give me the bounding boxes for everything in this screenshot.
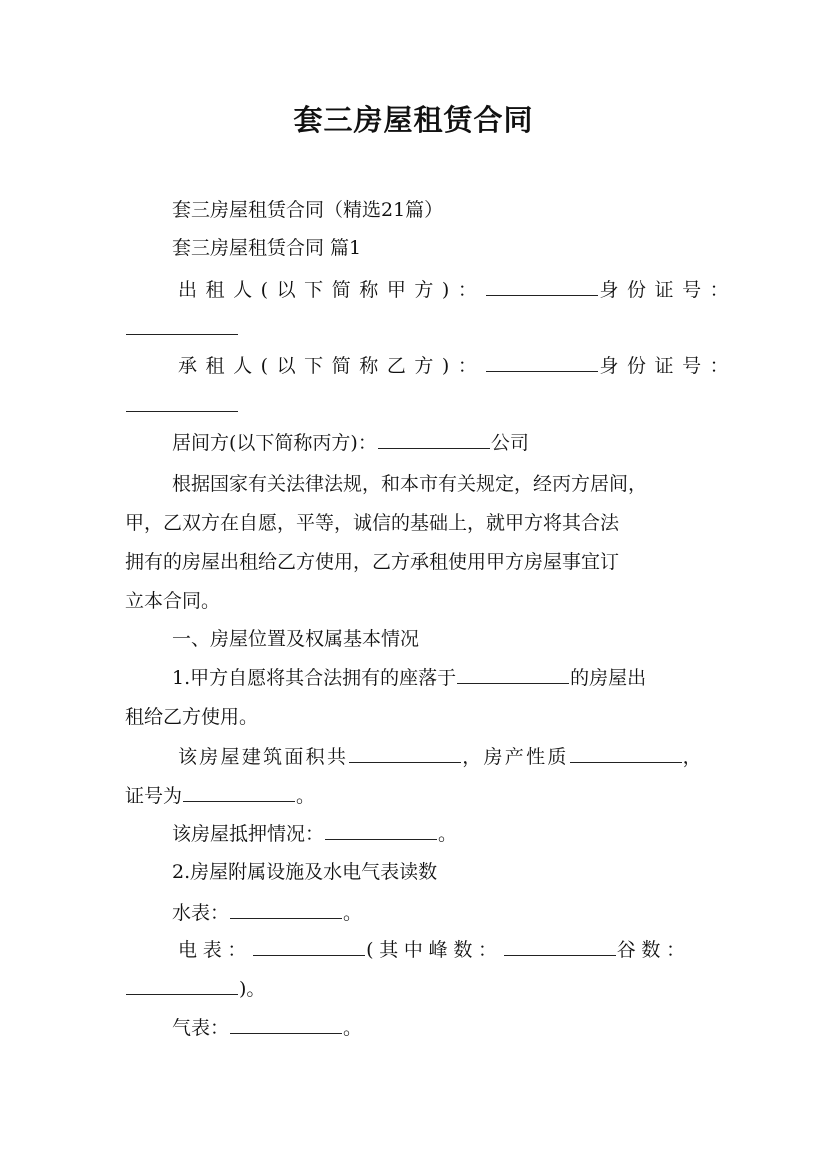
area-blank [349,761,461,763]
peak-label: (其中峰数： [366,939,503,961]
item-text: 2.房屋附属设施及水电气表读数 [172,861,438,883]
gas-meter-label: 气表： [172,1017,230,1039]
item-line [125,708,258,727]
item-text: 的房屋出 [570,667,647,689]
valley-line [125,980,265,999]
subtitle-line [172,201,443,220]
water-meter-label: 水表： [172,902,230,924]
section-heading-text: 套三房屋租赁合同 篇1 [172,237,362,259]
lessor-id-label: 身份证号： [599,279,738,301]
punctuation: 。 [296,785,316,807]
item-line [172,669,646,688]
broker-blank [378,447,490,449]
peak-blank [504,954,616,956]
lessee-line [178,357,737,376]
punctuation: 。 [438,823,458,845]
paragraph-line [125,553,619,572]
broker-line [172,434,529,453]
item-text: 1.甲方自愿将其合法拥有的座落于 [172,667,457,689]
certificate-label: 证号为 [125,785,183,807]
paragraph-line [172,475,647,494]
electric-meter-blank [253,954,365,956]
electric-meter-line [178,941,691,960]
lessee-id-blank [126,410,238,412]
clause-heading [172,630,419,649]
mortgage-blank [325,838,437,840]
gas-meter-blank [230,1032,342,1034]
property-type-label: ，房产性质 [462,746,569,768]
clause-heading-text: 一、房屋位置及权属基本情况 [172,628,420,650]
lessor-label: 出租人(以下简称甲方)： [178,279,486,301]
paragraph-text: 根据国家有关法律法规，和本市有关规定，经丙方居间， [172,473,648,495]
valley-blank [126,993,238,995]
location-blank [457,682,569,684]
punctuation: 。 [343,902,363,924]
valley-label: 谷数： [616,939,691,961]
document-title: 套三房屋租赁合同 [293,103,534,137]
item-line [172,863,437,882]
certificate-blank [183,800,295,802]
electric-meter-label: 电表： [178,939,253,961]
area-line [178,748,704,767]
lessor-id-line [125,320,239,339]
lessor-line [178,281,737,300]
broker-label: 居间方(以下简称丙方)： [172,432,377,454]
water-meter-line [172,904,362,923]
subtitle-text: 套三房屋租赁合同（精选21篇） [172,199,444,221]
mortgage-label: 该房屋抵押情况： [172,823,325,845]
certificate-line [125,787,315,806]
lessee-id-line [125,397,239,416]
lessor-id-blank [126,333,238,335]
paragraph-line [125,514,619,533]
water-meter-blank [230,917,342,919]
paragraph-text: 立本合同。 [125,590,221,612]
broker-suffix: 公司 [490,432,529,454]
punctuation: 。 [343,1017,363,1039]
paragraph-text: 甲，乙双方在自愿，平等，诚信的基础上，就甲方将其合法 [125,512,620,534]
property-type-blank [570,761,682,763]
paragraph-text: 拥有的房屋出租给乙方使用，乙方承租使用甲方房屋事宜订 [125,551,620,573]
gas-meter-line [172,1019,362,1038]
item-text: 租给乙方使用。 [125,706,259,728]
paragraph-line [125,592,220,611]
lessee-id-label: 身份证号： [599,355,738,377]
punctuation: ， [682,746,704,768]
section-heading [172,239,361,258]
lessor-name-blank [486,294,598,296]
punctuation: )。 [239,978,266,1000]
mortgage-line [172,825,457,844]
lessee-label: 承租人(以下简称乙方)： [178,355,486,377]
area-label: 该房屋建筑面积共 [178,746,349,768]
lessee-name-blank [486,370,598,372]
